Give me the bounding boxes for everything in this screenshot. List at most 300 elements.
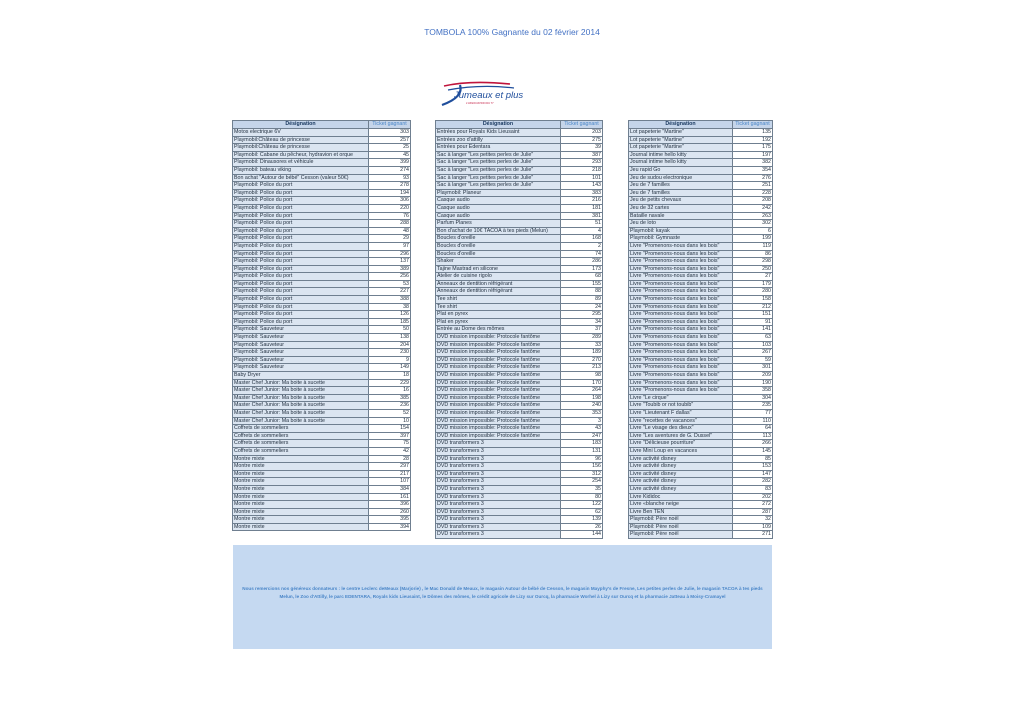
ticket-number: 199 <box>733 235 773 243</box>
table-row <box>233 470 411 478</box>
prize-designation: Playmobil: Police du port <box>233 235 369 243</box>
ticket-number: 209 <box>733 372 773 380</box>
prize-designation: Montre mixte <box>233 516 369 524</box>
prize-designation: Playmobil: Police du port <box>233 250 369 258</box>
table-row <box>233 311 411 319</box>
ticket-number: 312 <box>561 470 603 478</box>
ticket-number: 280 <box>733 288 773 296</box>
prize-designation: Playmobil: Police du port <box>233 212 369 220</box>
table-row <box>436 349 603 357</box>
table-row <box>629 235 773 243</box>
thanks-text: Nous remercions nos généreux donnateurs : le centre Leclerc deMeaux (Marjorie) , le Mac Donald de Meaux, le magasin Autour de bébé de Cesson, le magasin Mayphy's de Fresne, Les petites perles de Julie, le magasin TACOA à tes pieds Melun, le Zoo d'Attilly, le parc EDENTARA, Royals kids Lieusaint, le Dômes des mômes, le crédit agricole de Lizy sur Ourcq, la pharmacie Worhel à Lizy sur Ourcq et la pharmacie Jatteau à Moisy-Cramayel <box>242 586 763 599</box>
ticket-number: 179 <box>733 280 773 288</box>
prize-designation: Playmobil: Police du port <box>233 296 369 304</box>
logo <box>440 77 540 109</box>
table-row <box>233 174 411 182</box>
table-row <box>629 440 773 448</box>
prize-designation: Tee shirt <box>436 296 561 304</box>
prize-designation: Entrées pour Royals Kids Lieusaint <box>436 129 561 137</box>
table-row <box>233 204 411 212</box>
ticket-number: 96 <box>561 455 603 463</box>
ticket-number: 198 <box>561 394 603 402</box>
table-row <box>436 242 603 250</box>
prize-designation: Casque audio <box>436 197 561 205</box>
ticket-number: 272 <box>733 501 773 509</box>
table-row <box>629 523 773 531</box>
table-row <box>233 265 411 273</box>
table-row <box>233 273 411 281</box>
table-row <box>436 258 603 266</box>
table-row <box>436 356 603 364</box>
prize-designation: Montre mixte <box>233 493 369 501</box>
ticket-number: 3 <box>561 417 603 425</box>
prize-designation: Playmobil: kayak <box>629 227 733 235</box>
prize-designation: DVD transformers 3 <box>436 501 561 509</box>
ticket-number: 235 <box>733 402 773 410</box>
ticket-number: 289 <box>561 334 603 342</box>
prize-designation: Master Chef Junior: Ma boite à sucette <box>233 402 369 410</box>
table-row <box>629 349 773 357</box>
ticket-number: 101 <box>561 174 603 182</box>
table-row <box>233 379 411 387</box>
table-row <box>436 204 603 212</box>
ticket-number: 358 <box>733 387 773 395</box>
ticket-number: 74 <box>561 250 603 258</box>
prize-designation: Montre mixte <box>233 523 369 531</box>
prize-designation: Livre "Promenons-nous dans les bois" <box>629 303 733 311</box>
ticket-number: 144 <box>561 531 603 539</box>
prize-designation: DVD mission impossible: Protocole fantôme <box>436 432 561 440</box>
ticket-number: 62 <box>561 508 603 516</box>
prize-designation: Livre Mini Loup en vacances <box>629 447 733 455</box>
prize-designation: DVD mission impossible: Protocole fantôme <box>436 372 561 380</box>
ticket-number: 119 <box>733 242 773 250</box>
prize-designation: DVD transformers 3 <box>436 531 561 539</box>
table-row <box>629 334 773 342</box>
table-row <box>629 463 773 471</box>
prize-designation: Casque audio <box>436 204 561 212</box>
ticket-number: 37 <box>561 326 603 334</box>
table-row <box>629 129 773 137</box>
prize-designation: Playmobil: Police du port <box>233 197 369 205</box>
table-row <box>233 318 411 326</box>
prize-designation: DVD transformers 3 <box>436 478 561 486</box>
ticket-number: 63 <box>733 334 773 342</box>
ticket-header: Ticket gagnant <box>369 121 411 129</box>
table-row <box>629 485 773 493</box>
table-row <box>629 493 773 501</box>
ticket-number: 251 <box>733 182 773 190</box>
table-row <box>629 265 773 273</box>
ticket-number: 50 <box>369 326 411 334</box>
prize-designation: Sac à langer "Les petites perles de Julie" <box>436 182 561 190</box>
ticket-number: 29 <box>369 235 411 243</box>
table-row <box>629 136 773 144</box>
prize-designation: Playmobil: Planeur <box>436 189 561 197</box>
table-row <box>233 136 411 144</box>
prize-designation: Livre "Promenons-nous dans les bois" <box>629 311 733 319</box>
table-row <box>629 372 773 380</box>
prize-designation: DVD mission impossible: Protocole fantôme <box>436 379 561 387</box>
prize-designation: Sac à langer "Les petites perles de Julie" <box>436 151 561 159</box>
table-row <box>629 204 773 212</box>
prize-designation: Livre "Promenons-nous dans les bois" <box>629 379 733 387</box>
table-row <box>233 356 411 364</box>
ticket-number: 2 <box>561 242 603 250</box>
table-row <box>436 212 603 220</box>
ticket-number: 229 <box>369 379 411 387</box>
prize-designation: DVD mission impossible: Protocole fantôme <box>436 417 561 425</box>
table-row <box>233 463 411 471</box>
table-row <box>233 440 411 448</box>
table-row <box>629 258 773 266</box>
prize-designation: Livre "Promenons-nous dans les bois" <box>629 273 733 281</box>
ticket-number: 24 <box>561 303 603 311</box>
table-row <box>436 364 603 372</box>
ticket-number: 197 <box>733 151 773 159</box>
table-row <box>629 432 773 440</box>
prize-designation: Livre "Toubib or not toubib" <box>629 402 733 410</box>
table-row <box>436 151 603 159</box>
table-row <box>629 166 773 174</box>
table-row <box>233 349 411 357</box>
prize-designation: Livre "Lieutenant F dallas" <box>629 409 733 417</box>
prize-designation: Montre mixte <box>233 455 369 463</box>
prize-designation: Livre "Promenons-nous dans les bois" <box>629 258 733 266</box>
prize-designation: Montre mixte <box>233 463 369 471</box>
ticket-number: 93 <box>369 174 411 182</box>
ticket-number: 192 <box>733 136 773 144</box>
prize-designation: Master Chef Junior: Ma boite à sucette <box>233 394 369 402</box>
ticket-number: 131 <box>561 447 603 455</box>
prize-designation: Atelier de cuisine rigolo <box>436 273 561 281</box>
ticket-number: 158 <box>733 296 773 304</box>
ticket-number: 51 <box>561 220 603 228</box>
table-row <box>436 501 603 509</box>
prize-designation: Playmobil: Police du port <box>233 258 369 266</box>
table-row <box>233 334 411 342</box>
prize-designation: Playmobil: Police du port <box>233 288 369 296</box>
table-row <box>436 174 603 182</box>
table-row <box>436 470 603 478</box>
prize-designation: Livre "Promenons-nous dans les bois" <box>629 318 733 326</box>
ticket-number: 228 <box>733 189 773 197</box>
ticket-number: 9 <box>369 356 411 364</box>
ticket-number: 396 <box>369 501 411 509</box>
ticket-number: 53 <box>369 280 411 288</box>
ticket-number: 28 <box>369 455 411 463</box>
prize-designation: Jeu de loto <box>629 220 733 228</box>
prize-table-1 <box>232 120 411 531</box>
prize-designation: Livre Ben TEN <box>629 508 733 516</box>
prize-designation: Playmobil: Sauveteur <box>233 364 369 372</box>
table-row <box>233 129 411 137</box>
ticket-number: 194 <box>369 189 411 197</box>
prize-designation: Playmobil: Père noël <box>629 523 733 531</box>
page-title: TOMBOLA 100% Gagnante du 02 février 2014 <box>424 27 600 37</box>
table-row <box>436 159 603 167</box>
ticket-number: 218 <box>561 166 603 174</box>
table-row <box>436 182 603 190</box>
table-row <box>629 288 773 296</box>
table-row <box>629 151 773 159</box>
table-row <box>233 523 411 531</box>
table-row <box>233 280 411 288</box>
ticket-number: 306 <box>369 197 411 205</box>
ticket-number: 203 <box>561 129 603 137</box>
ticket-number: 48 <box>369 227 411 235</box>
table-row <box>436 166 603 174</box>
table-row <box>436 197 603 205</box>
prize-designation: DVD transformers 3 <box>436 455 561 463</box>
table-row <box>233 387 411 395</box>
ticket-number: 64 <box>733 425 773 433</box>
table-row <box>436 508 603 516</box>
table-row <box>233 508 411 516</box>
prize-designation: Entrée au Dome des mômes <box>436 326 561 334</box>
ticket-number: 383 <box>561 189 603 197</box>
ticket-number: 151 <box>733 311 773 319</box>
ticket-number: 256 <box>369 273 411 281</box>
prize-designation: Bataille navale <box>629 212 733 220</box>
ticket-number: 25 <box>369 144 411 152</box>
prize-designation: Playmobil: Police du port <box>233 227 369 235</box>
table-row <box>629 212 773 220</box>
ticket-number: 97 <box>369 242 411 250</box>
prize-designation: Livre activité disney <box>629 463 733 471</box>
ticket-number: 103 <box>733 341 773 349</box>
table-row <box>233 493 411 501</box>
table-row <box>233 258 411 266</box>
ticket-number: 288 <box>369 220 411 228</box>
ticket-number: 185 <box>369 318 411 326</box>
table-row <box>233 144 411 152</box>
table-row <box>629 220 773 228</box>
table-row <box>233 235 411 243</box>
prize-designation: DVD transformers 3 <box>436 440 561 448</box>
ticket-number: 122 <box>561 501 603 509</box>
prize-designation: Livre "recettes de vacances" <box>629 417 733 425</box>
prize-designation: Jeu de 7 familles <box>629 189 733 197</box>
table-row <box>233 516 411 524</box>
table-row <box>629 303 773 311</box>
ticket-number: 4 <box>561 227 603 235</box>
ticket-number: 83 <box>733 485 773 493</box>
prize-designation: Livre activité disney <box>629 470 733 478</box>
prize-designation: Tajine Mastrad en silicone <box>436 265 561 273</box>
ticket-number: 183 <box>561 440 603 448</box>
prize-designation: Playmobil: Sauveteur <box>233 341 369 349</box>
ticket-number: 6 <box>733 227 773 235</box>
table-row <box>436 311 603 319</box>
table-row <box>436 493 603 501</box>
ticket-number: 282 <box>733 478 773 486</box>
ticket-number: 212 <box>733 303 773 311</box>
table-row <box>629 447 773 455</box>
table-row <box>629 341 773 349</box>
prize-designation: Playmobil: Sauveteur <box>233 356 369 364</box>
prize-designation: Livre activité disney <box>629 455 733 463</box>
table-row <box>436 478 603 486</box>
table-row <box>436 273 603 281</box>
prize-designation: Jeu de 7 familles <box>629 182 733 190</box>
ticket-number: 43 <box>561 425 603 433</box>
prize-designation: Coffrets de sommeliers <box>233 447 369 455</box>
table-row <box>233 296 411 304</box>
ticket-number: 267 <box>733 349 773 357</box>
table-row <box>233 501 411 509</box>
ticket-number: 304 <box>733 394 773 402</box>
prize-designation: Anneaux de dentition réfrigérant <box>436 288 561 296</box>
ticket-number: 295 <box>561 311 603 319</box>
ticket-number: 297 <box>369 463 411 471</box>
table-row <box>436 220 603 228</box>
ticket-number: 91 <box>733 318 773 326</box>
designation-header: Désignation <box>233 121 369 129</box>
table-row <box>629 159 773 167</box>
ticket-number: 89 <box>561 296 603 304</box>
ticket-number: 156 <box>561 463 603 471</box>
prize-designation: Playmobil: Cabane du pêcheur, hydravion et orque <box>233 151 369 159</box>
ticket-number: 397 <box>369 432 411 440</box>
table-row <box>233 212 411 220</box>
table-row <box>436 485 603 493</box>
ticket-number: 26 <box>561 523 603 531</box>
table-row <box>629 470 773 478</box>
prize-designation: DVD mission impossible: Protocole fantôme <box>436 394 561 402</box>
table-row <box>233 485 411 493</box>
prize-designation: DVD transformers 3 <box>436 523 561 531</box>
prize-designation: Master Chef Junior: Ma boite à sucette <box>233 409 369 417</box>
prize-designation: Livre "Promenons-nous dans les bois" <box>629 288 733 296</box>
table-row <box>436 463 603 471</box>
table-row <box>436 189 603 197</box>
table-row <box>436 455 603 463</box>
thanks-box <box>233 545 772 649</box>
ticket-number: 298 <box>733 258 773 266</box>
ticket-number: 293 <box>561 159 603 167</box>
prize-designation: Livre "Promenons-nous dans les bois" <box>629 250 733 258</box>
ticket-number: 143 <box>561 182 603 190</box>
ticket-number: 68 <box>561 273 603 281</box>
table-row <box>629 501 773 509</box>
table-row <box>629 182 773 190</box>
ticket-number: 170 <box>561 379 603 387</box>
prize-designation: Journal intime hello kitty <box>629 159 733 167</box>
table-row <box>233 250 411 258</box>
table-row <box>629 409 773 417</box>
prize-designation: Montre mixte <box>233 508 369 516</box>
prize-designation: DVD transformers 3 <box>436 447 561 455</box>
ticket-number: 242 <box>733 204 773 212</box>
prize-table-2 <box>435 120 603 539</box>
ticket-number: 52 <box>369 409 411 417</box>
ticket-number: 181 <box>561 204 603 212</box>
table-row <box>436 516 603 524</box>
prize-designation: DVD mission impossible: Protocole fantôme <box>436 349 561 357</box>
ticket-number: 59 <box>733 356 773 364</box>
table-row <box>436 280 603 288</box>
table-row <box>629 478 773 486</box>
prize-designation: Livre "Promenons-nous dans les bois" <box>629 341 733 349</box>
ticket-number: 264 <box>561 387 603 395</box>
table-row <box>233 425 411 433</box>
table-row <box>629 516 773 524</box>
prize-designation: Casque audio <box>436 212 561 220</box>
ticket-number: 389 <box>369 265 411 273</box>
ticket-number: 34 <box>561 318 603 326</box>
ticket-number: 254 <box>561 478 603 486</box>
prize-designation: Playmobil: bateau viking <box>233 166 369 174</box>
ticket-number: 385 <box>369 394 411 402</box>
ticket-number: 202 <box>733 493 773 501</box>
ticket-number: 240 <box>561 402 603 410</box>
ticket-number: 286 <box>561 258 603 266</box>
table-row <box>629 174 773 182</box>
table-row <box>436 296 603 304</box>
prize-table-3 <box>628 120 773 539</box>
prize-designation: Livre "Promenons-nous dans les bois" <box>629 242 733 250</box>
ticket-number: 260 <box>369 508 411 516</box>
prize-designation: DVD mission impossible: Protocole fantôme <box>436 356 561 364</box>
table-row <box>629 402 773 410</box>
table-row <box>436 235 603 243</box>
prize-designation: Jeu rapid Go <box>629 166 733 174</box>
ticket-number: 354 <box>733 166 773 174</box>
ticket-number: 303 <box>369 129 411 137</box>
ticket-number: 137 <box>369 258 411 266</box>
prize-designation: Motos electrique 6V <box>233 129 369 137</box>
prize-designation: Playmobil:Château de princesse <box>233 136 369 144</box>
table-row <box>629 296 773 304</box>
ticket-number: 18 <box>369 372 411 380</box>
ticket-number: 35 <box>561 485 603 493</box>
ticket-number: 381 <box>561 212 603 220</box>
prize-designation: Livre "Le visage des dieux" <box>629 425 733 433</box>
logo-subtext: L'ASSOCIATION DU 77 <box>466 102 494 105</box>
prize-designation: Livre "Promenons-nous dans les bois" <box>629 364 733 372</box>
ticket-number: 149 <box>369 364 411 372</box>
table-row <box>436 523 603 531</box>
ticket-number: 155 <box>561 280 603 288</box>
prize-designation: DVD transformers 3 <box>436 493 561 501</box>
prize-designation: Coffrets de sommeliers <box>233 440 369 448</box>
table-row <box>233 151 411 159</box>
prize-designation: Livre "Promenons-nous dans les bois" <box>629 296 733 304</box>
prize-designation: DVD mission impossible: Protocole fantôme <box>436 387 561 395</box>
prize-designation: Livre activité disney <box>629 478 733 486</box>
prize-designation: Parfum Planes <box>436 220 561 228</box>
ticket-number: 247 <box>561 432 603 440</box>
ticket-number: 271 <box>733 531 773 539</box>
ticket-number: 27 <box>733 273 773 281</box>
prize-designation: Entrées pour Edentara <box>436 144 561 152</box>
prize-designation: Jeu de sudou electronique <box>629 174 733 182</box>
prize-designation: Playmobil: Police du port <box>233 182 369 190</box>
prize-designation: DVD mission impossible: Protocole fantôme <box>436 341 561 349</box>
prize-designation: Montre mixte <box>233 478 369 486</box>
prize-designation: Sac à langer "Les petites perles de Julie" <box>436 174 561 182</box>
table-row <box>436 432 603 440</box>
ticket-number: 168 <box>561 235 603 243</box>
prize-designation: Playmobil: Police du port <box>233 189 369 197</box>
table-row <box>436 440 603 448</box>
table-row <box>233 227 411 235</box>
table-row <box>233 455 411 463</box>
table-row <box>436 372 603 380</box>
ticket-number: 32 <box>733 516 773 524</box>
ticket-number: 75 <box>369 440 411 448</box>
